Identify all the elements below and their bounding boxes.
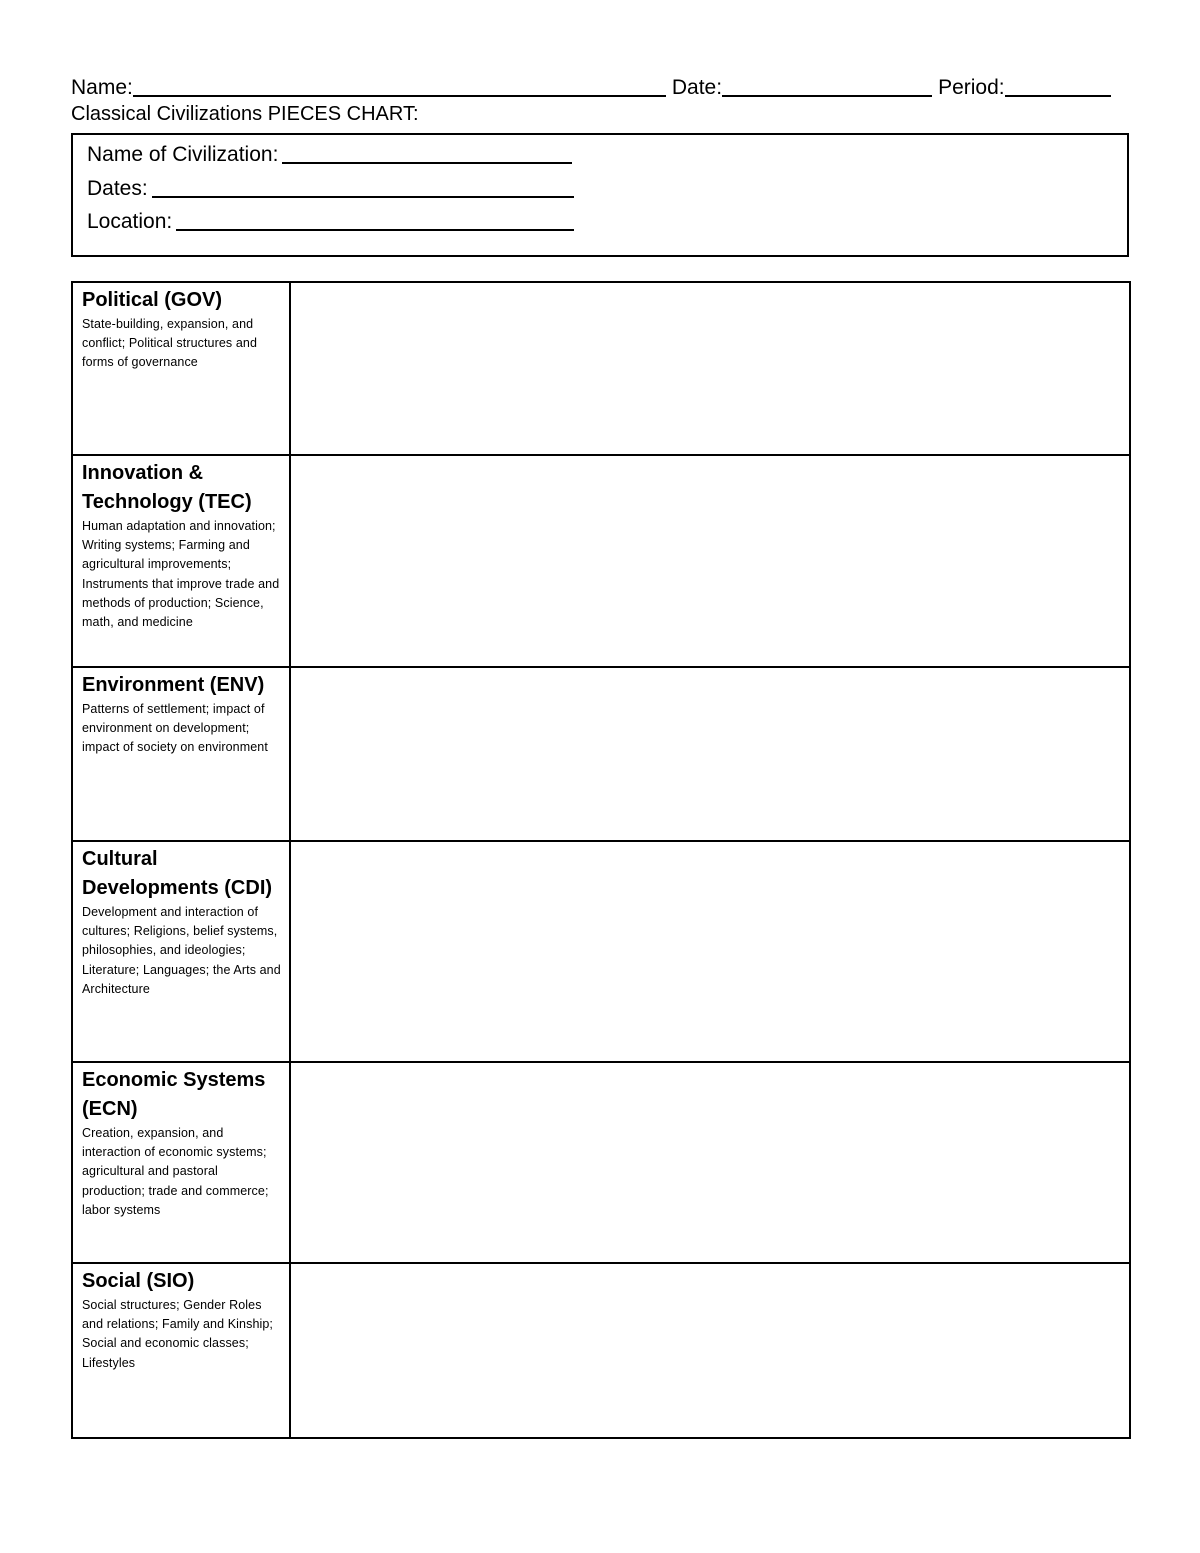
category-description: Human adaptation and innovation; Writing systems; Farming and agricultural improvements; Instruments that improve trade and methods of production; Science, math, and medicine xyxy=(82,519,280,630)
table-row xyxy=(72,455,1130,667)
period-blank[interactable] xyxy=(1005,95,1111,97)
category-cell xyxy=(72,667,290,841)
table-row xyxy=(72,1062,1130,1263)
dates-line xyxy=(87,177,574,201)
category-title: Political (GOV) xyxy=(82,289,223,311)
table-row xyxy=(72,282,1130,455)
table-row xyxy=(72,667,1130,841)
civilization-line xyxy=(87,143,572,167)
response-cell[interactable] xyxy=(290,841,1130,1062)
category-cell xyxy=(72,282,290,455)
category-cell xyxy=(72,841,290,1062)
category-title: Innovation & Technology (TEC) xyxy=(82,462,252,513)
response-cell[interactable] xyxy=(290,282,1130,455)
page-subtitle: Classical Civilizations PIECES CHART: xyxy=(71,103,419,125)
location-line xyxy=(87,210,574,234)
dates-blank[interactable] xyxy=(152,196,574,198)
table-row xyxy=(72,841,1130,1062)
response-cell[interactable] xyxy=(290,1263,1130,1438)
category-description: Development and interaction of cultures; Religions, belief systems, philosophies, and ideologies; Literature; Languages; the Arts and Architecture xyxy=(82,905,281,996)
category-cell xyxy=(72,455,290,667)
category-description: Patterns of settlement; impact of environment on development; impact of society on environment xyxy=(82,702,268,755)
category-description: State-building, expansion, and conflict; Political structures and forms of governance xyxy=(82,317,258,370)
name-blank[interactable] xyxy=(133,95,666,97)
pieces-chart-table xyxy=(71,281,1131,1439)
table-row xyxy=(72,1263,1130,1438)
dates-label: Dates: xyxy=(87,177,148,200)
category-title: Cultural Developments (CDI) xyxy=(82,848,273,899)
response-cell[interactable] xyxy=(290,455,1130,667)
category-title: Social (SIO) xyxy=(82,1270,195,1292)
location-blank[interactable] xyxy=(176,229,574,231)
category-cell xyxy=(72,1062,290,1263)
category-description: Creation, expansion, and interaction of economic systems; agricultural and pastoral production; trade and commerce; labor systems xyxy=(82,1126,269,1217)
period-label: Period: xyxy=(938,76,1005,99)
response-cell[interactable] xyxy=(290,1062,1130,1263)
civilization-info-box xyxy=(71,133,1129,257)
location-label: Location: xyxy=(87,210,173,233)
category-title: Environment (ENV) xyxy=(82,674,265,696)
civilization-blank[interactable] xyxy=(282,162,572,164)
name-label: Name: xyxy=(71,76,133,99)
date-blank[interactable] xyxy=(722,95,932,97)
category-cell xyxy=(72,1263,290,1438)
category-description: Social structures; Gender Roles and relations; Family and Kinship; Social and economic classes; Lifestyles xyxy=(82,1298,273,1370)
date-label: Date: xyxy=(671,76,723,99)
civilization-label: Name of Civilization: xyxy=(87,143,279,166)
header-line xyxy=(71,72,1129,100)
response-cell[interactable] xyxy=(290,667,1130,841)
category-title: Economic Systems (ECN) xyxy=(82,1069,266,1120)
